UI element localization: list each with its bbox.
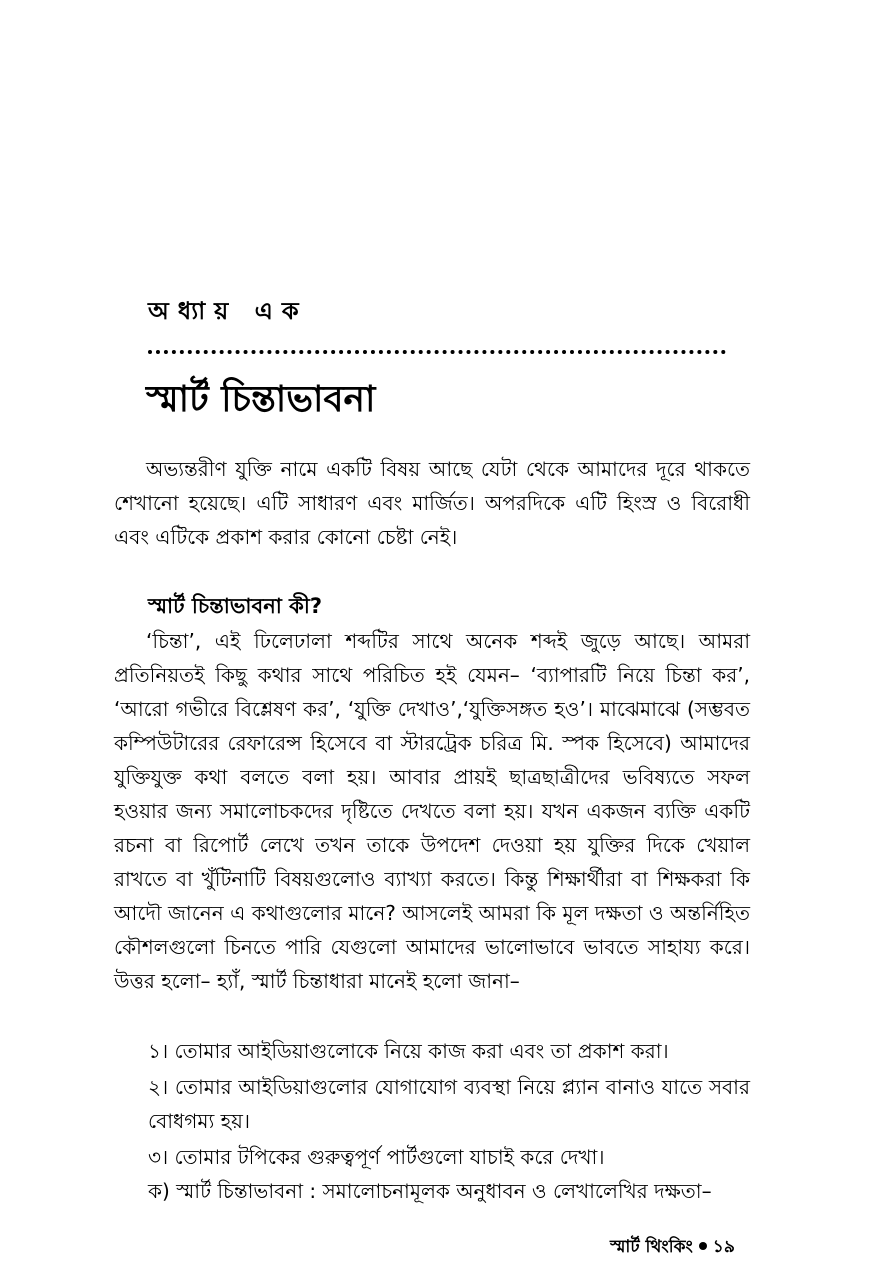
subpoint-heading: ক) স্মার্ট চিন্তাভাবনা : সমালোচনামূলক অনুধাবন ও লেখালেখির দক্ষতা–	[148, 1179, 712, 1203]
list-item: ১। তোমার আইডিয়াগুলোকে নিয়ে কাজ করা এবং তা প্রকাশ করা।	[148, 1039, 669, 1063]
intro-paragraph: অভ্যন্তরীণ যুক্তি নামে একটি বিষয় আছে যেটা থেকে আমাদের দূরে থাকতে শেখানো হয়েছে। এটি সাধারণ এবং মার্জিত। অপরদিকে এটি হিংস্র ও বিরোধী এবং এটিকে প্রকাশ করার কোনো চেষ্টা নেই।	[114, 457, 750, 549]
bullet-icon	[699, 1242, 707, 1250]
body-paragraph: ‘চিন্তা’, এই ঢিলেঢালা শব্দটির সাথে অনেক শব্দই জুড়ে আছে। আমরা প্রতিনিয়তই কিছু কথার সাথে পরিচিত হই যেমন– ‘ব্যাপারটি নিয়ে চিন্তা কর’, ‘আরো গভীরে বিশ্লেষণ কর’, ‘যুক্তি দেখাও’,‘যুক্তিসঙ্গত হও’। মাঝেমাঝে (সম্ভবত কম্পিউটারের রেফারেন্স হিসেবে বা স্টারট্রেক চরিত্র মি. স্পক হিসেবে) আমাদের যুক্তিযুক্ত কথা বলতে বলা হয়। আবার প্রায়ই ছাত্রছাত্রীদের ভবিষ্যতে সফল হওয়ার জন্য সমালোচকদের দৃষ্টিতে দেখতে বলা হয়। যখন একজন ব্যক্তি একটি রচনা বা রিপোর্ট লেখে তখন তাকে উপদেশ দেওয়া হয় যুক্তির দিকে খেয়াল রাখতে বা খুঁটিনাটি বিষয়গুলোও ব্যাখ্যা করতে। কিন্তু শিক্ষার্থীরা বা শিক্ষকরা কি আদৌ জানেন এ কথাগুলোর মানে? আসলেই আমরা কি মূল দক্ষতা ও অন্তর্নিহিত কৌশলগুলো চিনতে পারি যেগুলো আমাদের ভালোভাবে ভাবতে সাহায্য করে। উত্তর হলো– হ্যাঁ, স্মার্ট চিন্তাধারা মানেই হলো জানা–	[114, 629, 750, 993]
list-item: ৩। তোমার টপিকের গুরুত্বপূর্ণ পার্টগুলো যাচাই করে দেখা।	[148, 1145, 605, 1169]
section-heading: স্মার্ট চিন্তাভাবনা কী?	[148, 594, 323, 618]
chapter-title: স্মার্ট চিন্তাভাবনা	[146, 379, 376, 420]
intro-section	[114, 452, 750, 554]
chapter-label: অধ্যায় এক	[148, 297, 308, 325]
body-section	[114, 624, 750, 998]
list-item: ২। তোমার আইডিয়াগুলোর যোগাযোগ ব্যবস্থা নিয়ে প্ল্যান বানাও যাতে সবার বোধগম্য হয়।	[148, 1075, 750, 1133]
footer-book-title: স্মার্ট থিংকিং	[610, 1237, 693, 1257]
dotted-divider	[148, 350, 726, 354]
page-number: ১৯	[712, 1237, 735, 1257]
numbered-list	[148, 1034, 750, 1176]
page-footer	[610, 1234, 735, 1262]
